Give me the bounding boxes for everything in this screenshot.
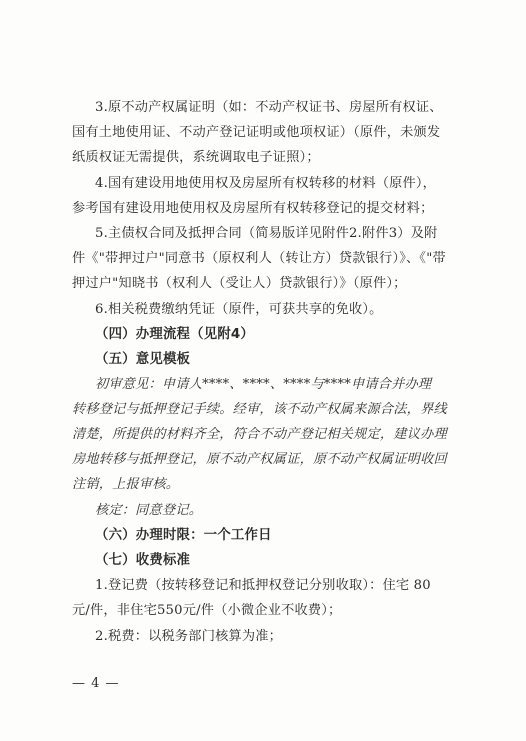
- item-5-line-2: 件《"带押过户"同意书（原权利人（转让方）贷款银行）》、《"带: [72, 251, 446, 266]
- fee-item-1-line-2: 元/件，非住宅550元/件（小微企业不收费）；: [72, 603, 342, 618]
- fee-item-1-line-1: 1.登记费（按转移登记和抵押权登记分别收取）：住宅 80: [95, 578, 431, 593]
- item-5-line-3: 押过户"知晓书（权利人（受让人）贷款银行）》（原件）；: [72, 276, 407, 291]
- section-5-heading: （五）意见模板: [95, 352, 191, 367]
- opinion-line-5: 注销，上报审核。: [72, 477, 180, 492]
- item-5-line-1: 5.主债权合同及抵押合同（简易版详见附件2.附件3）及附: [95, 226, 438, 241]
- opinion-line-1: 初审意见：申请人****、****、****与****申请合并办理: [95, 377, 432, 392]
- section-7-heading: （七）收费标准: [95, 553, 191, 568]
- item-3-line-2: 国有土地使用证、不动产登记证明或他项权证）（原件，未颁发: [72, 125, 441, 140]
- approval-line: 核定：同意登记。: [95, 503, 203, 518]
- item-3-line-3: 纸质权证无需提供，系统调取电子证照）；: [72, 150, 320, 165]
- item-6-line-1: 6.相关税费缴纳凭证（原件，可获共享的免收）。: [95, 302, 383, 317]
- opinion-line-4: 房地转移与抵押登记，原不动产权属证，原不动产权属证明收回: [72, 452, 447, 467]
- opinion-line-2: 转移登记与抵押登记手续。经审，该不动产权属来源合法，界线: [72, 402, 447, 417]
- opinion-line-3: 清楚，所提供的材料齐全，符合不动产登记相关规定，建议办理: [72, 427, 447, 442]
- section-6-heading: （六）办理时限：一个工作日: [95, 528, 272, 543]
- page-number: — 4 —: [72, 676, 120, 691]
- item-4-line-2: 参考国有建设用地使用权及房屋所有权转移登记的提交材料；: [72, 201, 434, 216]
- item-3-line-1: 3.原不动产权属证明（如：不动产权证书、房屋所有权证、: [95, 100, 443, 115]
- item-4-line-1: 4.国有建设用地使用权及房屋所有权转移的材料（原件），: [95, 176, 437, 191]
- section-4-heading: （四）办理流程（见附4）: [95, 327, 255, 342]
- fee-item-2-line-1: 2.税费：以税务部门核算为准；: [95, 629, 283, 644]
